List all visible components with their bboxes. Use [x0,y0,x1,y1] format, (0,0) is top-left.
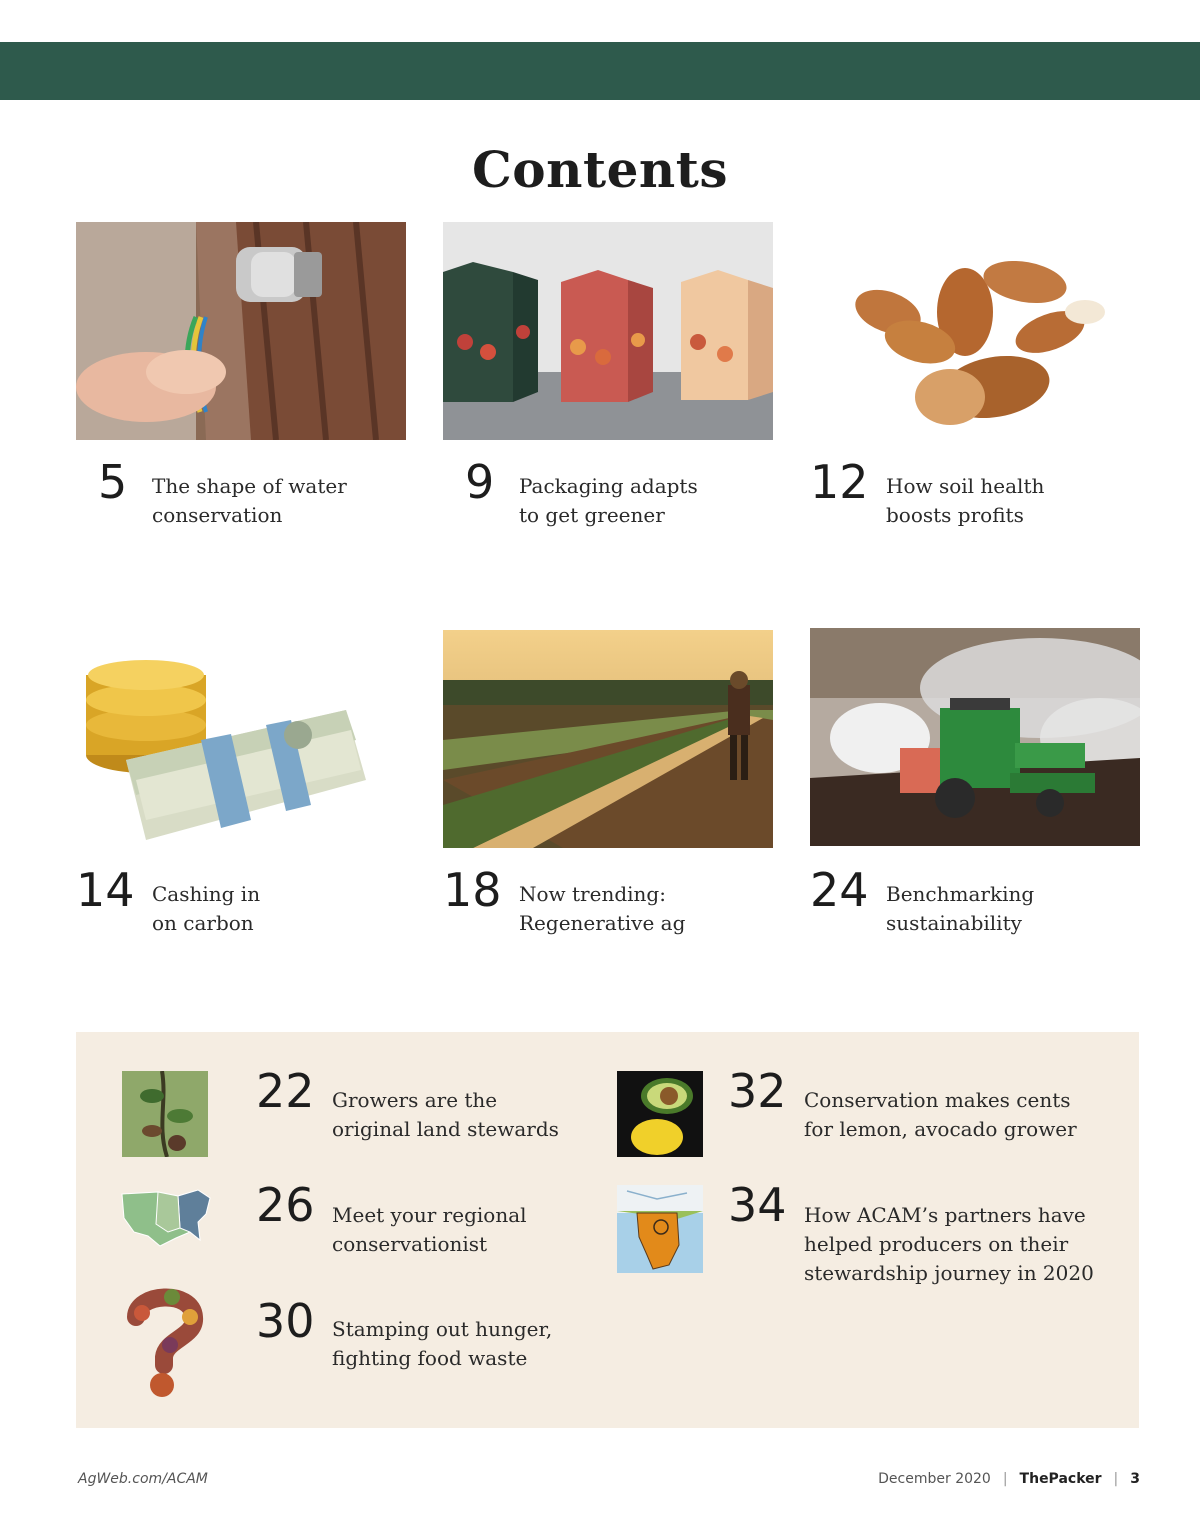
article-title: Now trending: Regenerative ag [519,882,686,935]
page-number: 22 [256,1064,315,1118]
plant-thumbnail [122,1071,208,1157]
avocado-lemon-thumbnail [617,1071,703,1157]
issue-date: December 2020 [878,1471,991,1487]
farmer-in-field-photo [443,630,773,848]
contents-item-5[interactable] [76,222,406,542]
article-title: Conservation makes cents for lemon, avocado grower [804,1088,1077,1141]
footer-website-link[interactable]: AgWeb.com/ACAM [78,1471,208,1487]
article-title: How soil health boosts profits [886,474,1045,527]
article-title: Packaging adapts to get greener [519,474,698,527]
page-number: 9 [465,455,495,509]
page-number: 14 [76,863,135,917]
contents-item-9[interactable] [443,222,773,542]
us-map-thumbnail [118,1184,214,1252]
panel-item-32[interactable] [617,1064,1117,1168]
page-number: 26 [256,1178,315,1232]
contents-item-18[interactable] [443,630,773,950]
almonds-photo [810,222,1140,440]
page-number: 18 [443,863,502,917]
tractor-compost-photo [810,628,1140,846]
article-title: Cashing in on carbon [152,882,261,935]
publication-name: ThePacker [1019,1471,1102,1487]
panel-item-22[interactable] [122,1064,582,1168]
coins-and-cash-photo [76,630,406,848]
contents-item-12[interactable] [810,222,1140,542]
panel-item-30[interactable] [122,1285,582,1405]
article-title: Growers are the original land stewards [332,1088,559,1141]
contents-item-24[interactable] [810,628,1140,948]
header-band [0,42,1200,100]
illinois-map-thumbnail [617,1185,703,1273]
page-number: 32 [728,1064,787,1118]
divider: | [1113,1471,1119,1487]
page-number: 24 [810,863,869,917]
article-title: Benchmarking sustainability [886,882,1035,935]
page-number: 30 [256,1294,315,1348]
food-question-mark-thumbnail [122,1285,208,1403]
panel-item-34[interactable] [617,1178,1117,1292]
page-number: 34 [728,1178,787,1232]
page-number: 12 [810,455,869,509]
page-number: 5 [98,455,128,509]
article-title: Meet your regional conservationist [332,1203,527,1256]
sensor-in-tree-photo [76,222,406,440]
panel-item-26[interactable] [118,1178,578,1282]
apple-boxes-photo [443,222,773,440]
article-title: How ACAM’s partners have helped producers on their stewardship journey in 2020 [804,1203,1094,1285]
page-title: Contents [471,140,728,199]
article-title: The shape of water conservation [152,474,347,527]
page-number-footer: 3 [1130,1471,1140,1487]
contents-item-14[interactable] [76,630,406,950]
article-title: Stamping out hunger, fighting food waste [332,1317,553,1370]
divider: | [1002,1471,1008,1487]
footer-info [878,1471,1140,1487]
